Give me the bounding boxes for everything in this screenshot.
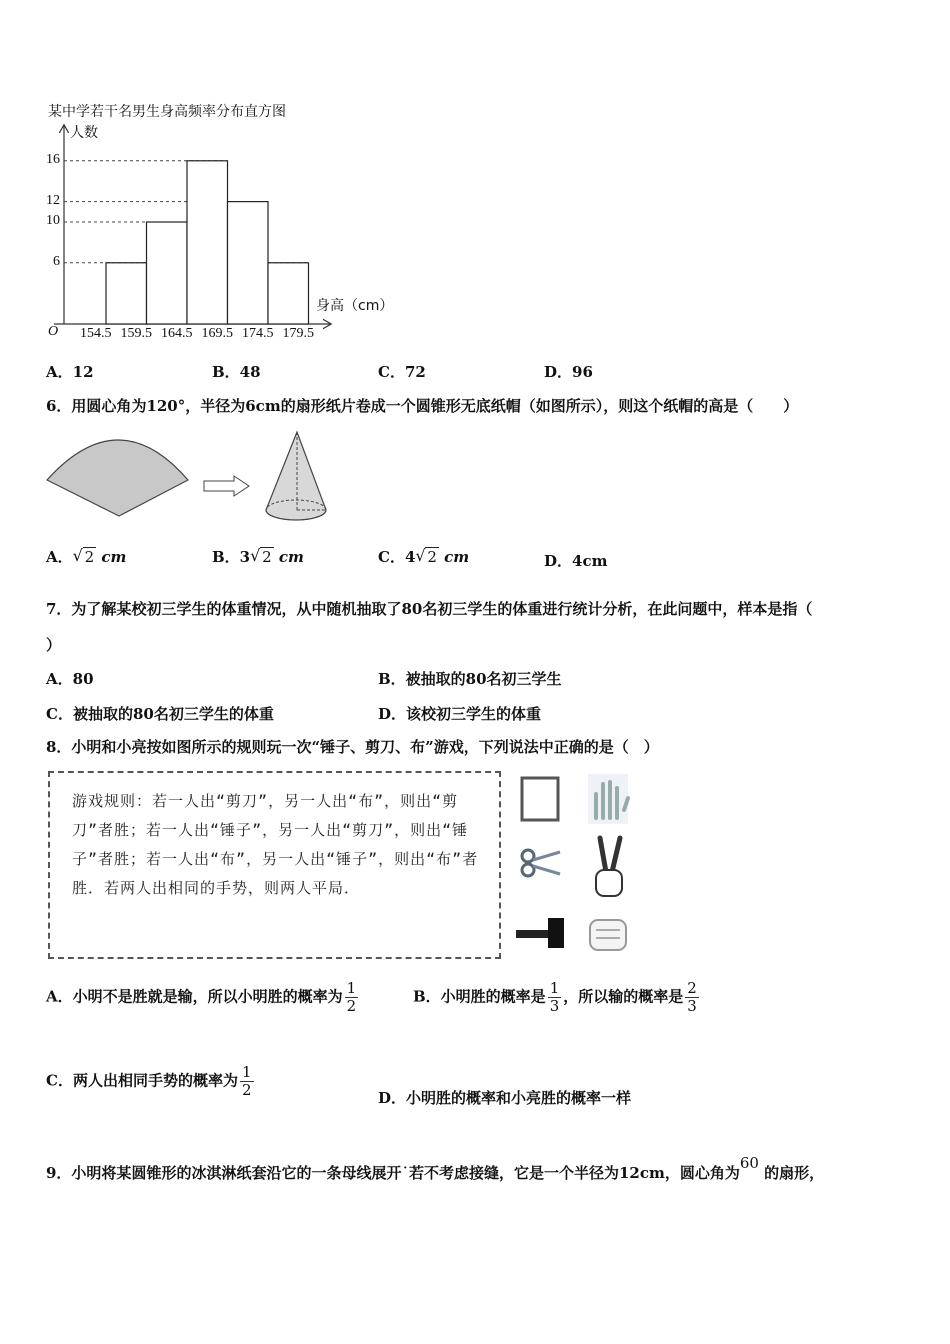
histogram-bar — [228, 202, 269, 324]
q7-stem: 7．为了解某校初三学生的体重情况，从中随机抽取了80名初三学生的体重进行统计分析，在此问题中，样本是指（ — [46, 600, 813, 618]
q7-option-c[interactable]: C．被抽取的80名初三学生的体重 — [46, 705, 274, 723]
q5-option-b[interactable]: B．48 — [212, 363, 261, 381]
sector-figure — [44, 428, 344, 528]
victory-hand-icon — [596, 838, 622, 896]
y-tick-label: 12 — [46, 192, 60, 208]
scissors-icon — [522, 850, 560, 876]
q7-option-b[interactable]: B．被抽取的80名初三学生 — [378, 670, 562, 688]
q7-option-a[interactable]: A．80 — [46, 670, 94, 688]
q6-option-d[interactable]: D．4cm — [544, 552, 608, 570]
q7-option-d[interactable]: D．该校初三学生的体重 — [378, 705, 542, 723]
fist-icon — [590, 920, 626, 950]
q6-stem: 6．用圆心角为120°，半径为6cm的扇形纸片卷成一个圆锥形无底纸帽（如图所示），则这个纸帽的高是（ ） — [46, 397, 799, 415]
histogram-bar — [187, 161, 228, 324]
hammer-icon — [516, 918, 564, 948]
open-hand-icon — [588, 774, 628, 824]
q8-option-b[interactable]: B．小明胜的概率是 $\frac{1}{3}$ ，所以输的概率是 $\frac{2}{3}$ — [413, 979, 697, 1015]
x-tick-label: 164.5 — [161, 326, 193, 341]
q7-stem-end: ） — [46, 636, 62, 654]
q8-stem: 8．小明和小亮按如图所示的规则玩一次“锤子、剪刀、布”游戏，下列说法中正确的是（ ） — [46, 738, 659, 756]
x-tick-label: 174.5 — [242, 326, 274, 341]
hand-gesture-figure — [510, 772, 640, 962]
x-tick-label: 169.5 — [201, 326, 233, 341]
q5-option-c[interactable]: C．72 — [378, 363, 426, 381]
chart-title: 某中学若干名男生身高频率分布直方图 — [48, 104, 286, 120]
y-axis-label: 人数 — [70, 125, 98, 141]
q8-option-a[interactable]: A．小明不是胜就是输，所以小明胜的概率为 $\frac{1}{2}$ — [46, 979, 357, 1015]
q8-option-c[interactable]: C．两人出相同手势的概率为 $\frac{1}{2}$ — [46, 1063, 252, 1099]
y-tick-label: 10 — [46, 213, 60, 228]
q5-option-a[interactable]: A．12 — [46, 363, 94, 381]
origin-label: O — [48, 324, 59, 339]
q5-option-d[interactable]: D．96 — [544, 363, 593, 381]
q8-option-d[interactable]: D．小明胜的概率和小亮胜的概率一样 — [378, 1089, 632, 1107]
histogram-bar — [106, 263, 147, 324]
game-rules-text: 游戏规则：若一人出“剪刀”，另一人出“布”，则出“剪刀”者胜；若一人出“锤子”，另一人出“剪刀”，则出“锤子”者胜；若一人出“布”，另一人出“锤子”，则出“布”者胜．若两人出相同的手势，则两人平局． — [72, 792, 479, 897]
x-tick-label: 154.5 — [80, 326, 112, 341]
q9-stem: 9．小明将某圆锥形的冰淇淋纸套沿它的一条母线展开˙若不考虑接缝，它是一个半径为12cm，圆心角为$^{60}$ 的扇形， — [46, 1154, 825, 1182]
paper-icon — [522, 778, 558, 820]
y-tick-label: 6 — [53, 253, 60, 269]
y-tick-label: 16 — [46, 151, 60, 167]
x-tick-label: 159.5 — [120, 326, 152, 341]
game-rules-box — [48, 771, 501, 959]
x-tick-label: 179.5 — [282, 326, 314, 341]
q6-option-c[interactable]: C．4 √ 2 cm — [378, 546, 470, 566]
histogram-bar — [147, 222, 188, 324]
histogram-bar — [268, 263, 309, 324]
x-axis-label: 身高（cm） — [316, 298, 394, 314]
q6-option-a[interactable]: A． √ 2 cm — [46, 546, 127, 566]
q6-option-b[interactable]: B．3 √ 2 cm — [212, 546, 304, 566]
